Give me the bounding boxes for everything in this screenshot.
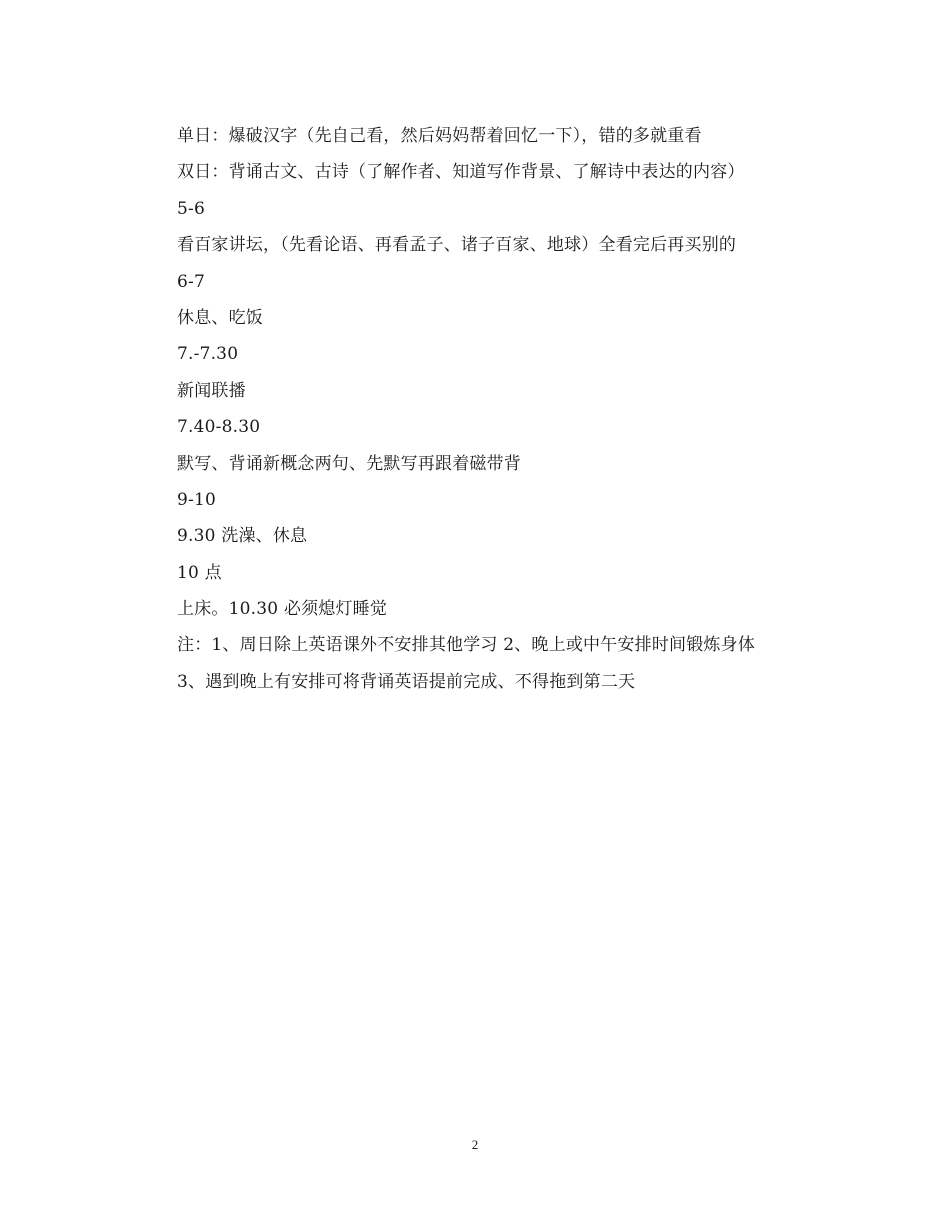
text-line: 看百家讲坛，（先看论语、再看孟子、诸子百家、地球）全看完后再买别的 <box>177 235 737 256</box>
time-slot-line: 9-10 <box>177 489 216 510</box>
time-slot-line: 6-7 <box>177 271 205 292</box>
text-line: 上床。10.30 必须熄灯睡觉 <box>177 599 388 620</box>
text-line: 双日：背诵古文、古诗（了解作者、知道写作背景、了解诗中表达的内容） <box>177 162 745 183</box>
text-line: 休息、吃饭 <box>177 307 263 328</box>
time-slot-line: 5-6 <box>177 198 205 219</box>
text-line: 9.30 洗澡、休息 <box>177 526 308 547</box>
page-number: 2 <box>471 1137 479 1152</box>
text-line: 默写、背诵新概念两句、先默写再跟着磁带背 <box>177 453 521 474</box>
note-line: 注：1、周日除上英语课外不安排其他学习 2、晚上或中午安排时间锻炼身体 <box>177 635 756 656</box>
time-slot-line: 10 点 <box>177 562 222 583</box>
text-line: 新闻联播 <box>177 380 246 401</box>
time-slot-line: 7.-7.30 <box>177 344 239 365</box>
document-body <box>177 118 857 700</box>
text-line: 单日：爆破汉字（先自己看，然后妈妈帮着回忆一下），错的多就重看 <box>177 126 702 146</box>
note-line: 3、遇到晚上有安排可将背诵英语提前完成、不得拖到第二天 <box>177 671 636 692</box>
time-slot-line: 7.40-8.30 <box>177 417 261 438</box>
